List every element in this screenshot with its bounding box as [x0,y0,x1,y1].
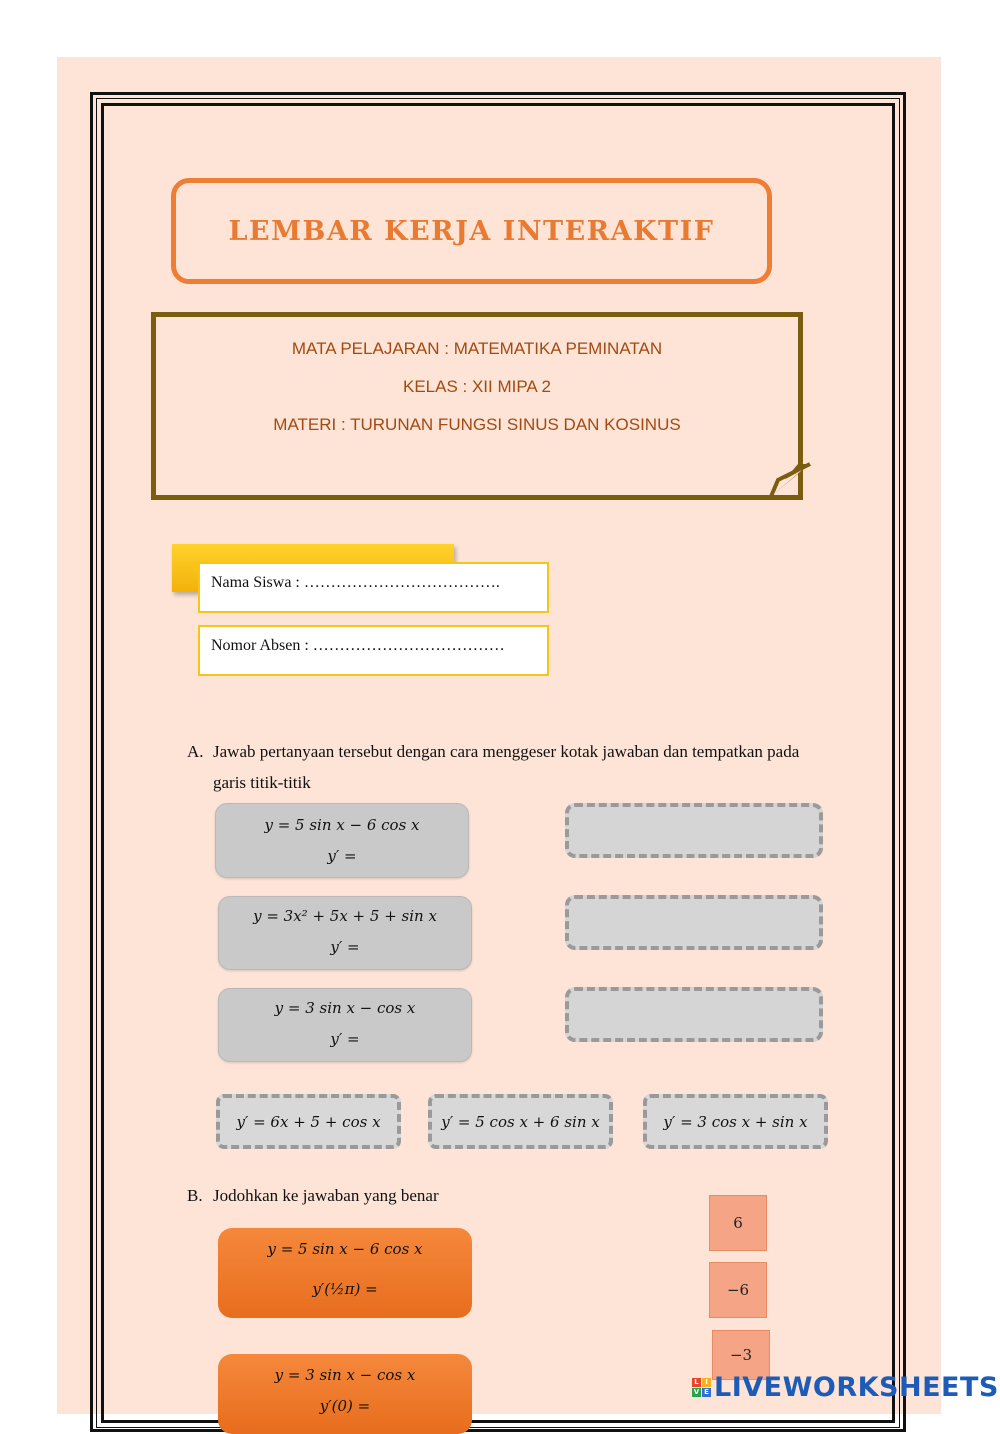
logo-letter: V [693,1388,700,1396]
section-b-letter: B. [187,1186,203,1205]
answer-drop-zone-1[interactable] [565,803,823,858]
subject-info-box [151,312,803,500]
match-card-b2 [218,1354,472,1434]
answer-drop-zone-3[interactable] [565,987,823,1042]
worksheet-title: LEMBAR KERJA INTERAKTIF [228,215,715,247]
question-card-a2 [218,896,472,970]
logo-text: LIVEWORKSHEETS [714,1372,999,1403]
page-border-inner [101,103,895,1423]
match-option-3[interactable]: −3 [712,1330,770,1380]
section-b-instruction: Jodohkan ke jawaban yang benar [213,1186,439,1205]
question-function: y = 3 sin x − cos x [274,999,416,1017]
page-fold-icon [766,462,812,504]
section-a-letter: A. [187,742,204,761]
subject-line: MATA PELAJARAN : MATEMATIKA PEMINATAN [291,339,663,358]
match-function: y = 5 sin x − 6 cos x [267,1240,423,1258]
draggable-answer-1[interactable]: y′ = 6x + 5 + cos x [216,1094,401,1149]
class-line: KELAS : XII MIPA 2 [402,377,552,396]
question-card-a1 [215,803,469,878]
question-prompt: y′ = [327,847,357,865]
section-a-instruction: Jawab pertanyaan tersebut dengan cara menggeser kotak jawaban dan tempatkan pada [213,742,800,761]
logo-grid-icon [692,1378,711,1397]
match-option-1[interactable]: 6 [709,1195,767,1251]
match-function: y = 3 sin x − cos x [274,1366,416,1384]
question-function: y = 3x² + 5x + 5 + sin x [253,907,437,925]
match-option-2[interactable]: −6 [709,1262,767,1318]
match-prompt: y′(½π) = [312,1280,378,1298]
answer-drop-zone-2[interactable] [565,895,823,950]
question-prompt: y′ = [330,1030,360,1048]
question-prompt: y′ = [330,938,360,956]
section-a-instruction-cont: garis titik-titik [213,773,311,792]
student-absen-field[interactable]: Nomor Absen : ……………………………… [198,625,549,676]
match-card-b1 [218,1228,472,1318]
logo-letter: E [702,1388,711,1397]
draggable-answer-2[interactable]: y′ = 5 cos x + 6 sin x [428,1094,613,1149]
question-function: y = 5 sin x − 6 cos x [264,816,420,834]
material-line: MATERI : TURUNAN FUNGSI SINUS DAN KOSINUS [273,415,681,434]
liveworksheets-logo [692,1372,999,1403]
logo-letter: L [692,1378,701,1387]
title-banner [171,178,772,284]
draggable-answer-3[interactable]: y′ = 3 cos x + sin x [643,1094,828,1149]
student-name-field[interactable]: Nama Siswa : ………………………………. [198,562,549,613]
match-prompt: y′(0) = [319,1397,371,1415]
question-card-a3 [218,988,472,1062]
logo-letter: I [702,1378,711,1387]
